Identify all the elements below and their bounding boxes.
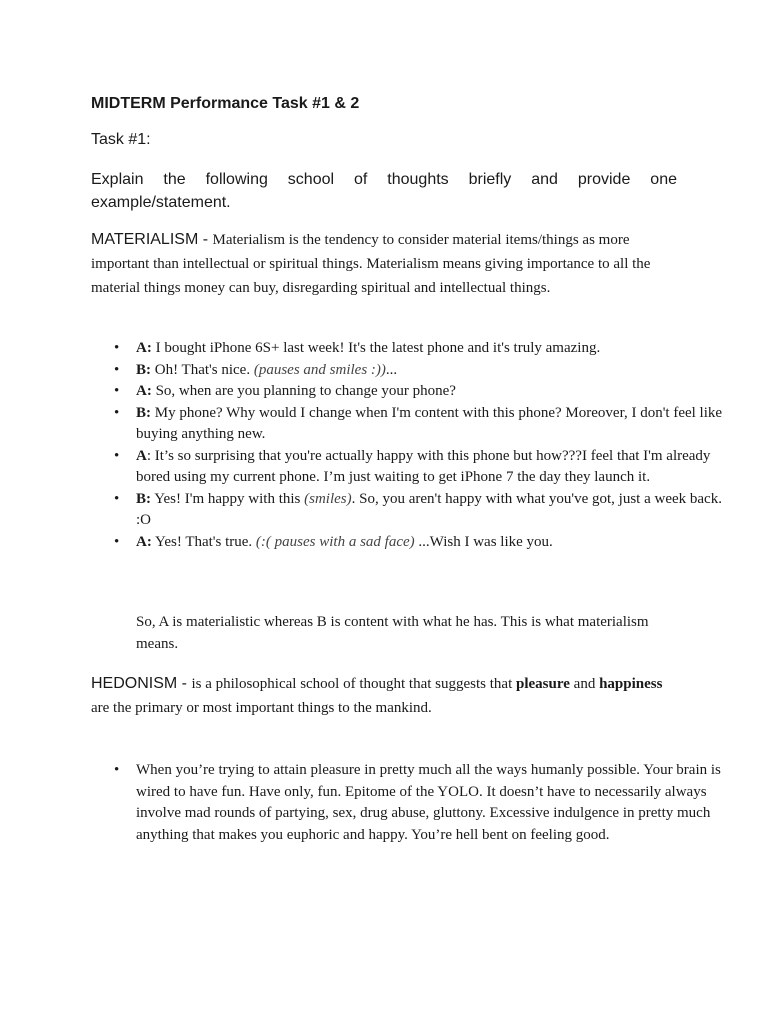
- list-item: [114, 381, 726, 403]
- dialogue-after: . So, you aren't happy with what you've got, just a week back. :O: [136, 490, 722, 528]
- materialism-dialogue-list: [91, 338, 726, 553]
- hedonism-definition-part2: are the primary or most important things to the mankind.: [91, 700, 432, 716]
- dialogue-aside: (pauses and smiles :)): [253, 361, 386, 378]
- list-item: [114, 338, 726, 360]
- dialogue-text: I bought iPhone 6S+ last week! It's the latest phone and it's truly amazing.: [151, 340, 601, 356]
- hedonism-term: HEDONISM -: [91, 675, 192, 692]
- list-item: [114, 489, 726, 532]
- hedonism-bullet-text: When you’re trying to attain pleasure in pretty much all the ways humanly possible. Your brain is wired to have fun. Have only, fun. Epitome of the YOLO. It doesn’t have to necessarily always involve mad rounds of partying, sex, drug abuse, gluttony. Excessive indulgence in pretty much anything that makes you euphoric and happy. You’re hell bent on feeling good.: [136, 762, 721, 843]
- dialogue-aside: (smiles): [304, 490, 352, 507]
- hedonism-happiness-word: happiness: [599, 676, 663, 692]
- speaker-label: A:: [136, 533, 152, 550]
- materialism-conclusion: So, A is materialistic whereas B is content with what he has. This is what materialism means.: [136, 614, 649, 652]
- dialogue-text: Yes! That's true.: [151, 533, 256, 550]
- speaker-label: B:: [136, 490, 151, 507]
- dialogue-aside: (:( pauses with a sad face): [255, 533, 415, 550]
- bullet-icon: •: [114, 447, 120, 464]
- bullet-icon: •: [114, 490, 120, 507]
- dialogue-text: My phone? Why would I change when I'm content with this phone? Moreover, I don't feel like buying anything new.: [136, 404, 723, 442]
- hedonism-section: [91, 672, 681, 720]
- hedonism-pleasure-word: pleasure: [516, 676, 570, 692]
- bullet-icon: •: [114, 762, 120, 778]
- speaker-label: B:: [136, 404, 151, 421]
- speaker-label: A:: [136, 340, 152, 356]
- task-instruction: Explain the following school of thoughts briefly and provide one example/statement.: [91, 171, 677, 211]
- bullet-icon: •: [114, 361, 120, 378]
- bullet-icon: •: [114, 383, 120, 399]
- dialogue-text: So, when are you planning to change your phone?: [151, 383, 456, 399]
- bullet-icon: •: [114, 340, 120, 356]
- list-item: [114, 360, 726, 382]
- bullet-icon: •: [114, 533, 120, 550]
- bullet-icon: •: [114, 404, 120, 421]
- list-item: [114, 446, 726, 489]
- speaker-label: B:: [136, 361, 151, 378]
- speaker-label: A:: [136, 383, 152, 399]
- list-item: [114, 532, 726, 554]
- task-label: Task #1:: [91, 131, 151, 148]
- hedonism-definition-part1: is a philosophical school of thought that suggests that: [191, 676, 517, 692]
- list-item: [114, 760, 726, 846]
- hedonism-and-word: and: [569, 676, 600, 692]
- dialogue-after: ...Wish I was like you.: [414, 533, 553, 550]
- materialism-term: MATERIALISM -: [91, 231, 213, 248]
- document-heading: MIDTERM Performance Task #1 & 2: [91, 95, 360, 112]
- materialism-section: [91, 228, 681, 300]
- materialism-definition: Materialism is the tendency to consider material items/things as more important than intellectual or spiritual things. Materialism means giving importance to all the material things money can buy, disregarding spiritual and intellectual things.: [91, 232, 651, 296]
- dialogue-after: ...: [385, 361, 398, 378]
- hedonism-list: [91, 760, 726, 846]
- speaker-label: A: [136, 447, 147, 464]
- list-item: [114, 403, 726, 446]
- dialogue-text: Oh! That's nice.: [151, 361, 254, 378]
- dialogue-text: Yes! I'm happy with this: [151, 490, 305, 507]
- dialogue-text: : It’s so surprising that you're actually happy with this phone but how???I feel that I'm already bored using my current phone. I’m just waiting to get iPhone 7 the day they launch it.: [136, 447, 711, 485]
